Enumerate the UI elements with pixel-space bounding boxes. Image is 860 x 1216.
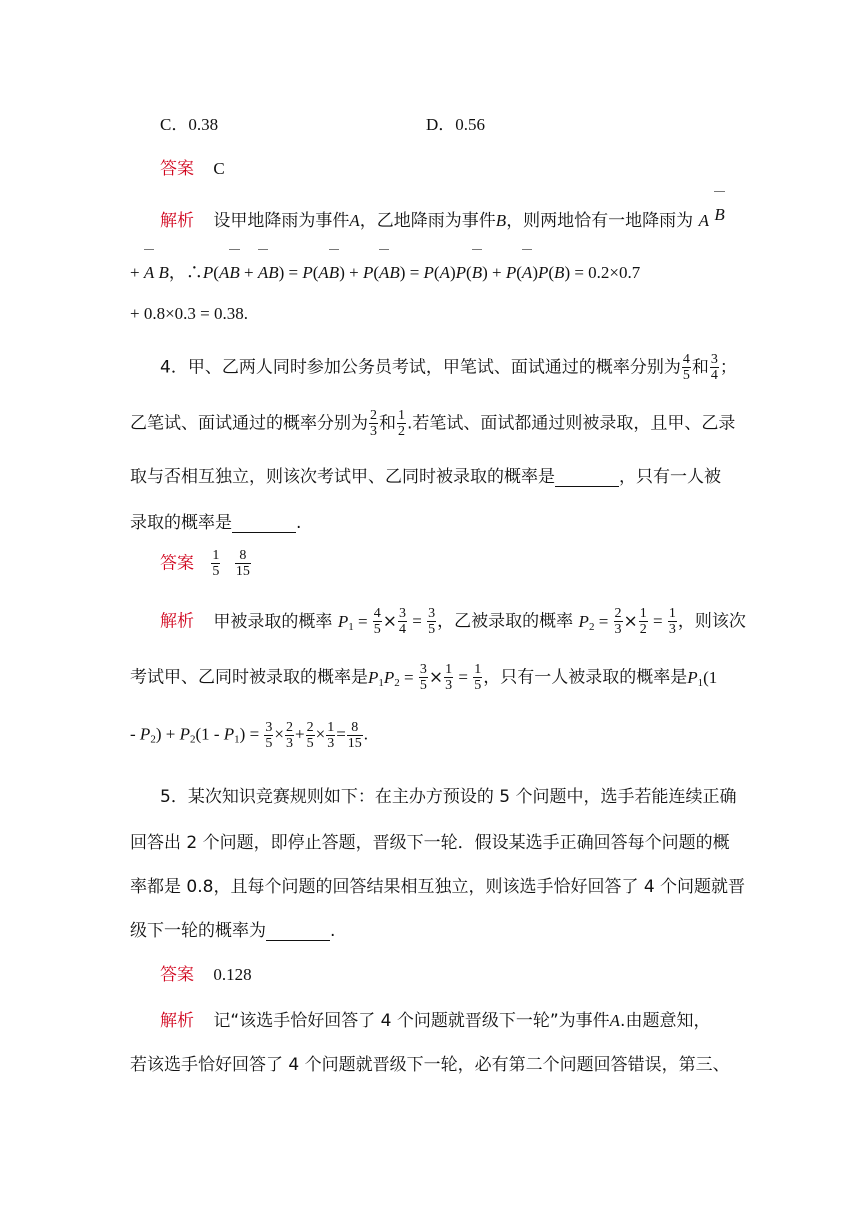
q4-line3: 取与否相互独立，则该次考试甲、乙同时被录取的概率是 ，只有一人被	[130, 467, 721, 487]
option-d: D．0.56	[426, 115, 486, 134]
answer-label: 答案	[160, 159, 194, 179]
option-c: C．0.38	[160, 115, 219, 134]
q4-answer-row: 答案 $\frac{1}{5}$ $\frac{8}{15}$	[160, 548, 250, 579]
q4-line2: 乙笔试、面试通过的概率分别为 $\frac{2}{3}$ 和 $\frac{1}{2}$ .若笔试、面试都通过则被录取，且甲、乙录	[130, 408, 736, 439]
q3-analysis-line2: + A B，∴P(AB + A B) = P(AB ) + P(A B) = P(A)P(B ) + P(A )P(B) = 0.2×0.7	[130, 258, 640, 283]
q3-answer-row	[160, 154, 225, 179]
analysis-label: 解析	[160, 211, 194, 231]
q4-analysis-line3: - $P_2) + P_2(1 - P_1)$ = $\frac{3}{5}$ × $\frac{2}{3}$ + $\frac{2}{5}$ × $\frac{1}{3}$ = $\frac{8}{15}$ .	[130, 720, 369, 751]
q5-analysis-line2: 若该选手恰好回答了 4 个问题就晋级下一轮，必有第二个问题回答错误，第三、	[130, 1055, 730, 1075]
q4-analysis-line2: 考试甲、乙同时被录取的概率是$P_1P_2$ = $\frac{3}{5}$ × $\frac{1}{3}$ = $\frac{1}{5}$ ，只有一人被录取的概率是$P_1(1$	[130, 662, 718, 693]
q4-line1: 4．甲、乙两人同时参加公务员考试，甲笔试、面试通过的概率分别为 $\frac{4}{5}$ 和 $\frac{3}{4}$ ；	[160, 352, 737, 383]
q3-analysis-line1: 解析 设甲地降雨为事件A，乙地降雨为事件B，则两地恰有一地降雨为 A B	[160, 206, 725, 231]
q3-analysis-line3: + 0.8×0.3 = 0.38.	[130, 304, 249, 323]
q5-answer-row: 答案 0.128	[160, 965, 252, 985]
q5-line4: 级下一轮的概率为 .	[130, 921, 336, 941]
q5-analysis-line1: 解析 记“该选手恰好回答了 4 个问题就晋级下一轮”为事件A.由题意知，	[160, 1011, 711, 1031]
q3-answer: C	[213, 159, 225, 178]
q5-answer: 0.128	[213, 965, 252, 984]
q5-line1: 5．某次知识竞赛规则如下：在主办方预设的 5 个问题中，选手若能连续正确	[160, 787, 737, 807]
q4-analysis-line1: 解析 甲被录取的概率 $P_1$ = $\frac{4}{5}$ × $\frac{3}{4}$ = $\frac{3}{5}$ ，乙被录取的概率 $P_2$ = $\frac{2}{3}$ × $\frac{1}{2}$ = $\frac{1}{3}$ ，则该次	[160, 606, 746, 637]
q5-line3: 率都是 0.8，且每个问题的回答结果相互独立，则该选手恰好回答了 4 个问题就晋	[130, 877, 746, 897]
q5-line2: 回答出 2 个问题，即停止答题，晋级下一轮．假设某选手正确回答每个问题的概	[130, 833, 730, 853]
q4-line4: 录取的概率是 .	[130, 513, 302, 533]
